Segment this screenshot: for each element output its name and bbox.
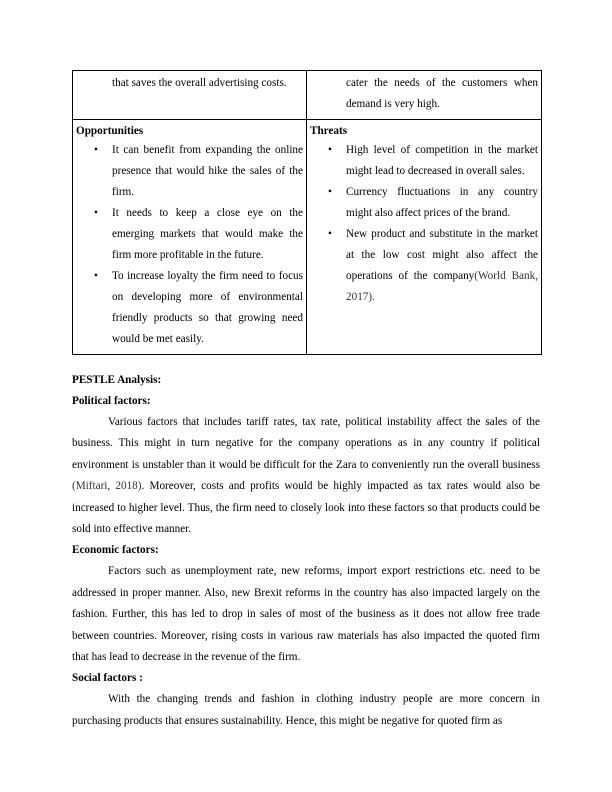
threats-list [310, 140, 538, 308]
threats-cell [307, 120, 542, 355]
threat-text: New product and substitute in the market at the low cost might also affect the operations of the company [346, 228, 538, 282]
swot-row-continued [73, 71, 542, 120]
swot-table [72, 70, 542, 355]
threats-citation: (World Bank, 2017). [346, 270, 538, 303]
list-item: • It can benefit from expanding the online presence that would hike the sales of the firm. [112, 140, 303, 203]
economic-heading: Economic factors: [72, 544, 159, 557]
list-item: • To increase loyalty the firm need to focus on developing more of environmental friendly products so that growing need would be met easily. [112, 266, 303, 350]
list-item [346, 224, 538, 308]
strengths-continued-text: that saves the overall advertising costs. [112, 77, 287, 89]
political-paragraph [72, 412, 540, 540]
political-citation: (Miftari, 2018) [72, 480, 142, 493]
pestle-section [72, 370, 540, 732]
social-paragraph: With the changing trends and fashion in clothing industry people are more concern in purchasing products that ensures sustainability. Hence, this might be negative for quoted firm as [72, 693, 540, 727]
political-text-a: Various factors that includes tariff rates, tax rate, political instability affect the sales of the business. This might in turn negative for the company operations as in any country if political environment is unstabler than it would be difficult for the Zara to conveniently run the overall business [72, 416, 540, 471]
opportunities-list [76, 140, 303, 350]
political-heading: Political factors: [72, 395, 151, 407]
list-item: • High level of competition in the market might lead to decreased in overall sales. [346, 140, 538, 182]
weaknesses-cell-continued [307, 71, 542, 120]
swot-row-opportunities-threats [73, 120, 542, 355]
economic-paragraph: Factors such as unemployment rate, new reforms, import export restrictions etc. need to be addressed in proper manner. Also, new Brexit reforms in the country has also impacted largely on the fashion. Further, this has led to drop in sales of most of the business as it does not allow free trade between countries. Moreover, rising costs in various raw materials has also impacted the quoted firm that has lead to decrease in the revenue of the firm. [72, 565, 540, 664]
strengths-cell-continued [73, 71, 307, 120]
list-item: • It needs to keep a close eye on the emerging markets that would make the firm more profitable in the future. [112, 203, 303, 266]
threats-heading: Threats [310, 125, 348, 137]
opportunities-cell [73, 120, 307, 355]
opportunities-heading: Opportunities [76, 125, 144, 137]
political-text-b: . Moreover, costs and profits would be highly impacted as tax rates would also be increased to higher level. Thus, the firm need to closely look into these factors so that products could be sold into effective manner. [72, 480, 540, 536]
pestle-heading: PESTLE Analysis: [72, 374, 162, 386]
social-heading: Social factors : [72, 672, 143, 685]
weaknesses-continued-text: cater the needs of the customers when demand is very high. [346, 77, 538, 110]
list-item: • Currency fluctuations in any country might also affect prices of the brand. [346, 182, 538, 224]
